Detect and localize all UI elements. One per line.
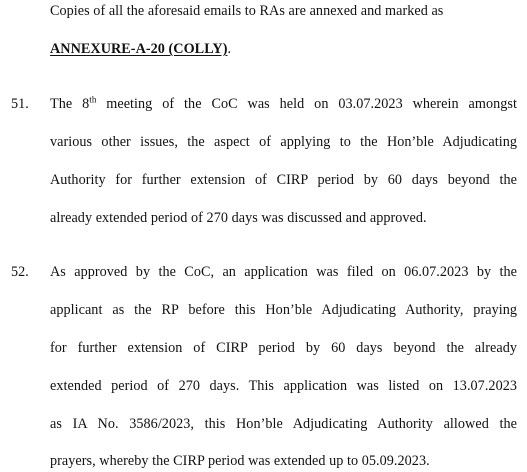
p51-line1-superscript: th [89, 96, 97, 105]
p51-line1-before: The 8 [50, 96, 90, 112]
annexure-line [50, 41, 231, 57]
paragraph-52-line-5: as IA No. 3586/2023, this Hon’ble Adjudicating Authority allowed the [50, 416, 517, 432]
paragraph-52-line-1: As approved by the CoC, an application was filed on 06.07.2023 by the [50, 264, 517, 280]
paragraph-51-line-1 [50, 96, 517, 113]
paragraph-number-52: 52. [11, 264, 29, 280]
intro-line [50, 3, 443, 19]
paragraph-52-line-6: prayers, whereby the CIRP period was extended up to 05.09.2023. [50, 453, 430, 469]
paragraph-52-line-3: for further extension of CIRP period by 60 days beyond the already [50, 340, 517, 356]
paragraph-51-line-2: various other issues, the aspect of applying to the Hon’ble Adjudicating [50, 134, 517, 150]
paragraph-52-line-2: applicant as the RP before this Hon’ble Adjudicating Authority, praying [50, 302, 517, 318]
p51-line1-after: meeting of the CoC was held on 03.07.2023 wherein amongst [96, 96, 517, 112]
paragraph-51-line-3: Authority for further extension of CIRP period by 60 days beyond the [50, 172, 517, 188]
paragraph-51-line-4: already extended period of 270 days was discussed and approved. [50, 210, 427, 226]
annexure-suffix: . [227, 41, 232, 57]
intro-text: Copies of all the aforesaid emails to RAs are annexed and marked as [50, 3, 444, 19]
paragraph-52-line-4: extended period of 270 days. This application was listed on 13.07.2023 [50, 378, 517, 394]
paragraph-number-51: 51. [11, 96, 29, 112]
annexure-reference: ANNEXURE-A-20 (COLLY) [50, 41, 228, 57]
